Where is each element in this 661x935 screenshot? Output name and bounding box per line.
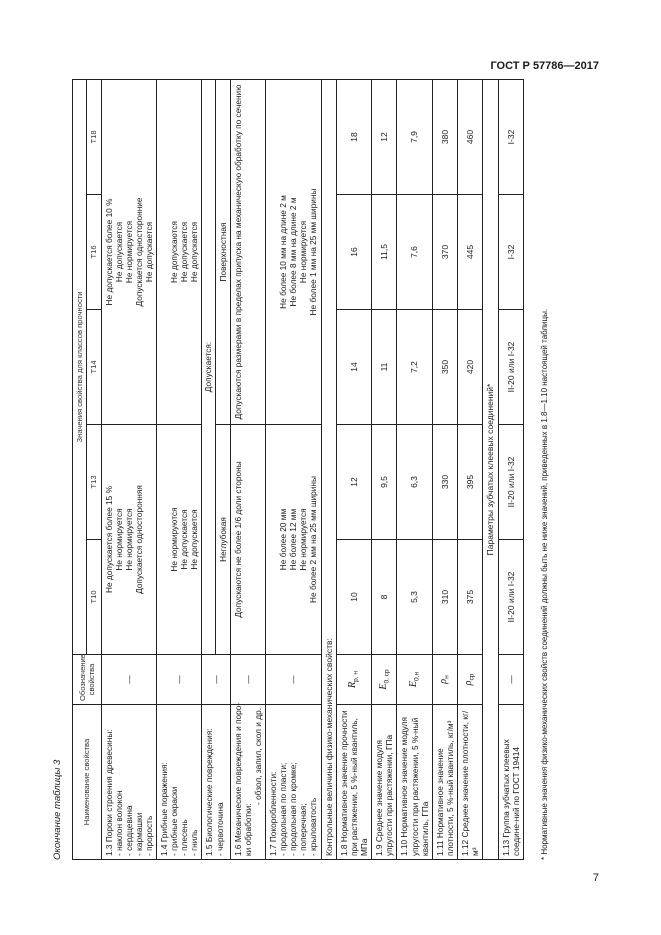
value-cell: 8: [372, 540, 397, 655]
row-symbol: —: [202, 655, 230, 705]
value-cell: 10: [336, 540, 371, 655]
row-name: 1.9 Среднее значение модуля упругости при растяжении, ГПа: [372, 705, 397, 860]
rotated-table-area: [40, 80, 560, 860]
value-cell: I-32: [498, 79, 523, 194]
value-cell: 11: [372, 310, 397, 425]
row-name: 1.12 Среднее значение плотности, кг/м³: [458, 705, 483, 860]
table-row: [498, 79, 523, 859]
value-cell: 310: [432, 540, 457, 655]
row-name: 1.13 Группа зубчатых клеевых соедине-ний по ГОСТ 19414: [498, 705, 523, 860]
merged-value-right: Не допускаются Не допускается Не допускается: [157, 79, 202, 424]
merged-value-left: Не нормируются Не допускается Не допускается: [157, 425, 202, 655]
merged-value-left: Допускаются не более 1/6 доли стороны: [230, 425, 265, 655]
row-symbol: $\rho_н$: [432, 655, 457, 705]
row-name: 1.4 Грибные поражения: - грибные окраски - плесень - гниль: [157, 705, 202, 860]
col-header-values-group: Значения свойства для классов прочности: [73, 79, 87, 654]
value-cell: 375: [458, 540, 483, 655]
merged-value-right: Не допускается более 10 % Не допускается Не нормируется Допускается односторонние Не допускается: [101, 79, 157, 424]
value-cell: I-32: [498, 195, 523, 310]
value-cell: 16: [336, 195, 371, 310]
merged-value-right: Не более 10 мм на длине 2 м Не более 8 мм на длине 2 м Не нормируется Не более 1 мм на 25 мм ширины: [266, 79, 322, 424]
value-cell: 445: [458, 195, 483, 310]
row-symbol: —: [157, 655, 202, 705]
section-control-title: Контрольные величины физико-механических свойств:: [321, 79, 336, 859]
col-header-class: Т14: [87, 310, 101, 425]
table-row: [266, 79, 322, 859]
row-name: 1.11 Нормативное значение плотности, 5 %-ный квантиль, кг/м³: [432, 705, 457, 860]
value-cell: 330: [432, 425, 457, 540]
row-name: 1.7 Покоробленности: - продольная по пласти; - продольная по кромке; - поперечная; - крыловатость: [266, 705, 322, 860]
row-symbol: —: [101, 655, 157, 705]
value-cell: 350: [432, 310, 457, 425]
row-symbol: $E_{0, ср}$: [372, 655, 397, 705]
value-cell: 395: [458, 425, 483, 540]
value-cell: 380: [432, 79, 457, 194]
row-symbol: —: [266, 655, 322, 705]
col-header-class: Т16: [87, 195, 101, 310]
section-joints-title: Параметры зубчатых клеевых соединений*: [483, 79, 498, 859]
page-number: 7: [592, 872, 599, 884]
table-caption: Окончание таблицы 3: [52, 759, 63, 860]
value-cell: 6,3: [397, 425, 432, 540]
row-name: 1.5 Биологические повреждения: - червоточина: [202, 705, 230, 860]
value-cell: 11,5: [372, 195, 397, 310]
col-header-class: Т10: [87, 540, 101, 655]
row-symbol: $R_{р, н}$: [336, 655, 371, 705]
col-header-symbol: Обозначение свойства: [73, 655, 102, 705]
row-symbol: —: [230, 655, 265, 705]
value-cell: 12: [336, 425, 371, 540]
value-cell: 5,3: [397, 540, 432, 655]
merged-value-left: Неглубокая: [215, 425, 230, 655]
standard-number: ГОСТ Р 57786—2017: [490, 60, 599, 72]
value-cell: II-20 или I-32: [498, 425, 523, 540]
allowed-label: Допускается:: [202, 79, 215, 654]
value-cell: 370: [432, 195, 457, 310]
section-row: [483, 79, 498, 859]
table-row: [230, 79, 265, 859]
table-row: [101, 79, 157, 859]
table-row: [397, 79, 432, 859]
merged-value-left: Не более 20 мм Не более 12 мм Не нормируется Не более 2 мм на 25 мм ширины: [266, 425, 322, 655]
row-name: 1.3 Пороки строения древесины: - наклон волокон - сердцевина - кармашки - прорость: [101, 705, 157, 860]
value-cell: 7,9: [397, 79, 432, 194]
col-header-class: Т18: [87, 79, 101, 194]
row-symbol: $E_{0,н}$: [397, 655, 432, 705]
properties-table: [72, 79, 524, 860]
col-header-class: Т13: [87, 425, 101, 540]
value-cell: II-20 или I-32: [498, 540, 523, 655]
table-row: [202, 79, 215, 859]
row-name: 1.6 Механические повреждения и поро- ки обработки: - обзол, запил, скол и др.: [230, 705, 265, 860]
value-cell: 460: [458, 79, 483, 194]
value-cell: 14: [336, 310, 371, 425]
value-cell: 7,2: [397, 310, 432, 425]
row-name: 1.8 Нормативное значение прочности при растяжении, 5 %-ный квантиль, МПа: [336, 705, 371, 860]
merged-value-right: Поверхностная: [215, 79, 230, 424]
value-cell: 420: [458, 310, 483, 425]
merged-value-left: Не допускается более 15 % Не нормируется Не нормируется Допускается односторонняя: [101, 425, 157, 655]
value-cell: 7,6: [397, 195, 432, 310]
merged-value-right: Допускаются размерами в пределах припуска на механическую обработку по сечению: [230, 79, 265, 424]
value-cell: II-20 или I-32: [498, 310, 523, 425]
value-cell: 12: [372, 79, 397, 194]
footnote: * Нормативные значения физико-механических свойств соединений должны быть не ниже значений, приведенных в 1.8—1.10 настоящей таблицы.: [540, 308, 549, 860]
row-name: 1.10 Нормативное значение модуля упругости при растяжении, 5 %-ный квантиль, ГПа: [397, 705, 432, 860]
row-symbol: —: [498, 655, 523, 705]
row-symbol: $\rho_{ср}$: [458, 655, 483, 705]
table-row: [432, 79, 457, 859]
table-row: [458, 79, 483, 859]
table-row: [336, 79, 371, 859]
table-row: [372, 79, 397, 859]
value-cell: 18: [336, 79, 371, 194]
section-row: [321, 79, 336, 859]
col-header-name: Наименование свойства: [73, 705, 102, 860]
table-row: [157, 79, 202, 859]
value-cell: 9,5: [372, 425, 397, 540]
